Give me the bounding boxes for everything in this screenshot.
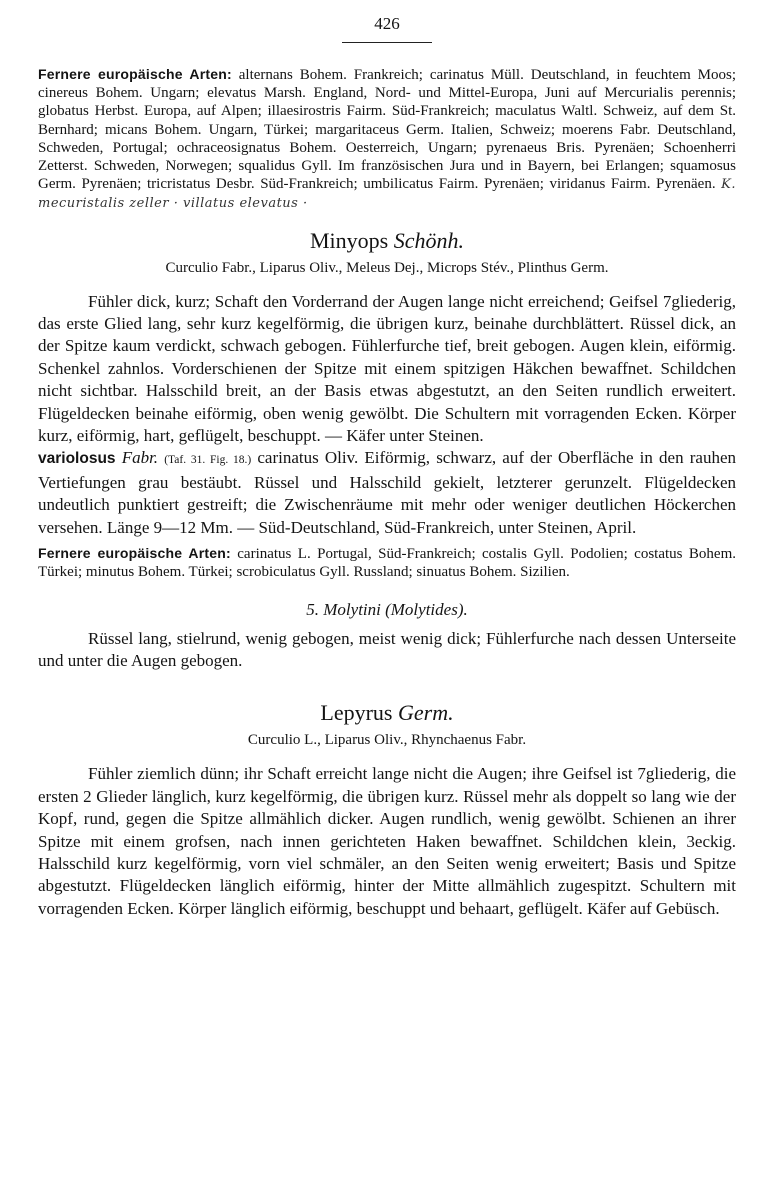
further-species-lead: Fernere europäische Arten: (38, 66, 232, 82)
species-text: carinatus Oliv. Eiförmig, schwarz, auf der Oberfläche in den rauhen Vertiefungen grau bestäubt. Rüssel und Halsschild gekielt, letzterer gerunzelt. Flügeldecken undeutlich punktiert gestreift; die Zwischenräume mit mehr oder weniger deutlichen Höckerchen versehen. Länge 9—12 Mm. — Süd-Deutschland, Süd-Frankreich, unter Steinen, April. (38, 448, 737, 537)
species-name: variolosus (38, 450, 116, 468)
genus-description: Fühler ziemlich dünn; ihr Schaft erreicht lange nicht die Augen; ihre Geifsel ist 7gliederig, die ersten 2 Glieder länglich, kurz kegelförmig, die übrigen kurz. Rüssel mehr als doppelt so lang wie der Kopf, rund, gegen die Spitze allmählich dicker. Augen rundlich, wenig gewölbt. Schienen an ihrer Spitze mit einem grofsen, nach innen gerichteten Haken bewaffnet. Schildchen klein, 3eckig. Halsschild kurz kegelförmig, vorn viel schmäler, an den Seiten wenig erweitert; Basis und Spitze abgestutzt. Flügeldecken länglich eiförmig, hinter der Mitte allmählich zugespitzt. Schultern mit vorragenden Ecken. Körper länglich eiförmig, beschuppt und behaart, geflügelt. Käfer auf Gebüsch. (38, 764, 736, 918)
genus-author: Germ. (397, 700, 454, 726)
tribe-heading (38, 600, 736, 620)
handwritten-annotation: K. mecuristalis zeller · villatus elevatus · (38, 177, 737, 212)
genus-heading-minyops (38, 228, 736, 254)
further-species-paragraph-2 (38, 544, 736, 581)
genus-description: Fühler dick, kurz; Schaft den Vorderrand der Augen lange nicht erreichend; Geifsel 7gliederig, das erste Glied lang, sehr kurz kegelförmig, die übrigen kurz, beinahe durchblättert. Rüssel dick, an der Spitze kaum verdickt, schwach gebogen. Fühlerfurche tief, breit gebogen. Augen klein, eiförmig. Schenkel zahnlos. Vorderschienen der Spitze mit einem spitzigen Häkchen bewaffnet. Schildchen nicht sichtbar. Halsschild breit, an der Basis etwas abgestutzt, an den Seiten rundlich erweitert. Flügeldecken beinahe eiförmig, oben wenig gewölbt. Die Schultern mit vorragenden Ecken. Körper kurz, eiförmig, hart, geflügelt, beschuppt. — Käfer unter Steinen. (38, 291, 736, 446)
tribe-description: Rüssel lang, stielrund, wenig gebogen, meist wenig dick; Fühlerfurche nach dessen Unterseite und unter die Augen gebogen. (38, 628, 736, 670)
page-number-rule (342, 42, 432, 43)
genus-name: Lepyrus (320, 700, 393, 726)
page-number: 426 (374, 14, 400, 33)
genus-name: Minyops (309, 227, 389, 253)
species-author: Fabr. (121, 448, 159, 468)
further-species-text: alternans Bohem. Frankreich; carinatus Müll. Deutschland, in feuchtem Moos; cinereus Bohem. Ungarn; elevatus Marsh. England, Nord- und Mittel-Europa, Juni auf Mercurialis perennis; globatus Herbst. Europa, auf Alpen; illaesirostris Fairm. Süd-Frankreich; maculatus Waltl. Schweiz, auf dem St. Bernhard; micans Bohem. Ungarn, Türkei; margaritaceus Germ. Italien, Schweiz; moerens Fabr. Deutschland, Schweden, Portugal; ochraceosignatus Bohem. Oesterreich, Ungarn; pyrenaeus Bris. Pyrenäen; Schoenherri Zetterst. Schweden, Norwegen; squalidus Gyll. Im französischen Jura und in Bayern, bei Erlangen; squamosus Germ. Pyrenäen; tricristatus Desbr. Süd-Frankreich; umbilicatus Fairm. Pyrenäen; viridanus Fairm. Pyrenäen. (38, 67, 737, 193)
tribe-title: 5. Molytini (Molytides). (306, 599, 468, 619)
genus-heading-lepyrus (38, 700, 736, 726)
genus-synonyms: Curculio L., Liparus Oliv., Rhynchaenus Fabr. (247, 732, 527, 749)
genus-author: Schönh. (393, 227, 464, 253)
species-paragraph (38, 447, 736, 539)
further-species-paragraph-1 (38, 65, 736, 214)
page (38, 0, 736, 920)
further-species-lead: Fernere europäische Arten: (38, 545, 231, 562)
further-species-text: carinatus L. Portugal, Süd-Frankreich; costalis Gyll. Podolien; costatus Bohem. Türkei; minutus Bohem. Türkei; scrobiculatus Gyll. Russland; sinuatus Bohem. Sizilien. (38, 546, 736, 581)
plate-reference: (Taf. 31. Fig. 18.) (164, 454, 252, 467)
genus-synonyms: Curculio Fabr., Liparus Oliv., Meleus Dej., Microps Stév., Plinthus Germ. (165, 259, 609, 276)
